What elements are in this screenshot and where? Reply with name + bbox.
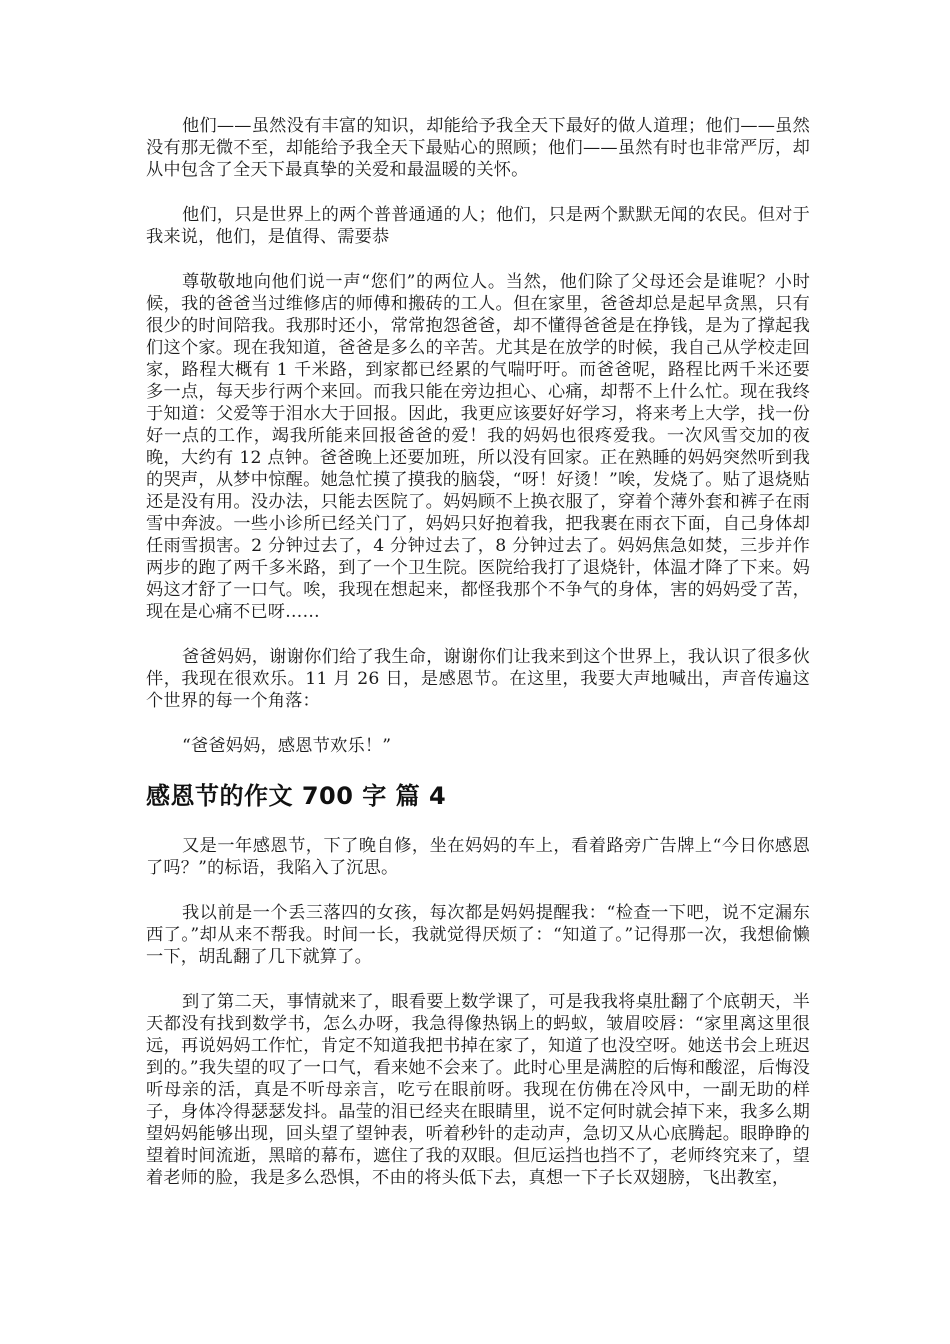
paragraph-next-day: 到了第二天，事情就来了，眼看要上数学课了，可是我我将桌肚翻了个底朝天，半天都没有找到数学书，怎么办呀，我急得像热锅上的蚂蚁，皱眉咬唇：“家里离这里很远，再说妈妈工作忙，肯定不知道我把书掉在家了，知道了也没空呀。她送书会上班迟到的。”我失望的叹了一口气，看来她不会来了。此时心里是满腔的后悔和酸涩，后悔没听母亲的活，真是不听母亲言，吃亏在眼前呀。我现在仿佛在冷风中，一副无助的样子，身体冷得瑟瑟发抖。晶莹的泪已经夹在眼睛里，说不定何时就会掉下来，我多么期望妈妈能够出现，回头望了望钟表，听着秒针的走动声，急切又从心底腾起。眼睁睁的望着时间流逝，黑暗的幕布，遮住了我的双眼。但厄运挡也挡不了，老师终究来了，望着老师的脸，我是多么恐惧，不由的将头低下去，真想一下子长双翅膀，飞出教室， bbox=[146, 992, 810, 1188]
section-heading: 感恩节的作文 700 字 篇 4 bbox=[146, 782, 447, 810]
paragraph-forgetful-girl: 我以前是一个丢三落四的女孩，每次都是妈妈提醒我：“检查一下吧，说不定漏东西了。”却从来不帮我。时间一长，我就觉得厌烦了：“知道了。”记得那一次，我想偷懒一下，胡乱翻了几下就算了。 bbox=[146, 903, 810, 967]
paragraph-two-farmers: 他们，只是世界上的两个普普通通的人；他们，只是两个默默无闻的农民。但对于我来说，他们，是值得、需要恭 bbox=[146, 205, 810, 247]
paragraph-parents-story: 尊敬敬地向他们说一声“您们”的两位人。当然，他们除了父母还会是谁呢？小时候，我的爸爸当过维修店的师傅和搬砖的工人。但在家里，爸爸却总是起早贪黑，只有很少的时间陪我。我那时还小，常常抱怨爸爸，却不懂得爸爸是在挣钱，是为了撑起我们这个家。现在我知道，爸爸是多么的辛苦。尤其是在放学的时候，我自己从学校走回家，路程大概有 1 千米路，到家都已经累的气喘吁吁。而爸爸呢，路程比两千米还要多一点，每天步行两个来回。而我只能在旁边担心、心痛，却帮不上什么忙。现在我终于知道：父爱等于泪水大于回报。因此，我更应该要好好学习，将来考上大学，找一份好一点的工作，竭我所能来回报爸爸的爱！我的妈妈也很疼爱我。一次风雪交加的夜晚，大约有 12 点钟。爸爸晚上还要加班，所以没有回家。正在熟睡的妈妈突然听到我的哭声，从梦中惊醒。她急忙摸了摸我的脑袋，“呀！好烫！”唉，发烧了。贴了退烧贴还是没有用。没办法，只能去医院了。妈妈顾不上换衣服了，穿着个薄外套和裤子在雨雪中奔波。一些小诊所已经关门了，妈妈只好抱着我，把我裹在雨衣下面，自己身体却任雨雪损害。2 分钟过去了，4 分钟过去了，8 分钟过去了。妈妈焦急如焚，三步并作两步的跑了两千多米路，到了一个卫生院。医院给我打了退烧针，体温才降了下来。妈妈这才舒了一口气。唉，我现在想起来，都怪我那个不争气的身体，害的妈妈受了苦，现在是心痛不已呀…… bbox=[146, 272, 810, 622]
paragraph-happy-thanksgiving: “爸爸妈妈，感恩节欢乐！” bbox=[182, 736, 392, 756]
paragraph-thanks-parents: 爸爸妈妈，谢谢你们给了我生命，谢谢你们让我来到这个世界上，我认识了很多伙伴，我现在很欢乐。11 月 26 日，是感恩节。在这里，我要大声地喊出，声音传遍这个世界的每一个角落： bbox=[146, 647, 810, 711]
paragraph-parents-qualities: 他们——虽然没有丰富的知识，却能给予我全天下最好的做人道理；他们——虽然没有那无微不至，却能给予我全天下最贴心的照顾；他们——虽然有时也非常严厉，却从中包含了全天下最真挚的关爱和最温暖的关怀。 bbox=[146, 116, 810, 180]
paragraph-billboard: 又是一年感恩节，下了晚自修，坐在妈妈的车上，看着路旁广告牌上“今日你感恩了吗？”的标语，我陷入了沉思。 bbox=[146, 836, 810, 878]
